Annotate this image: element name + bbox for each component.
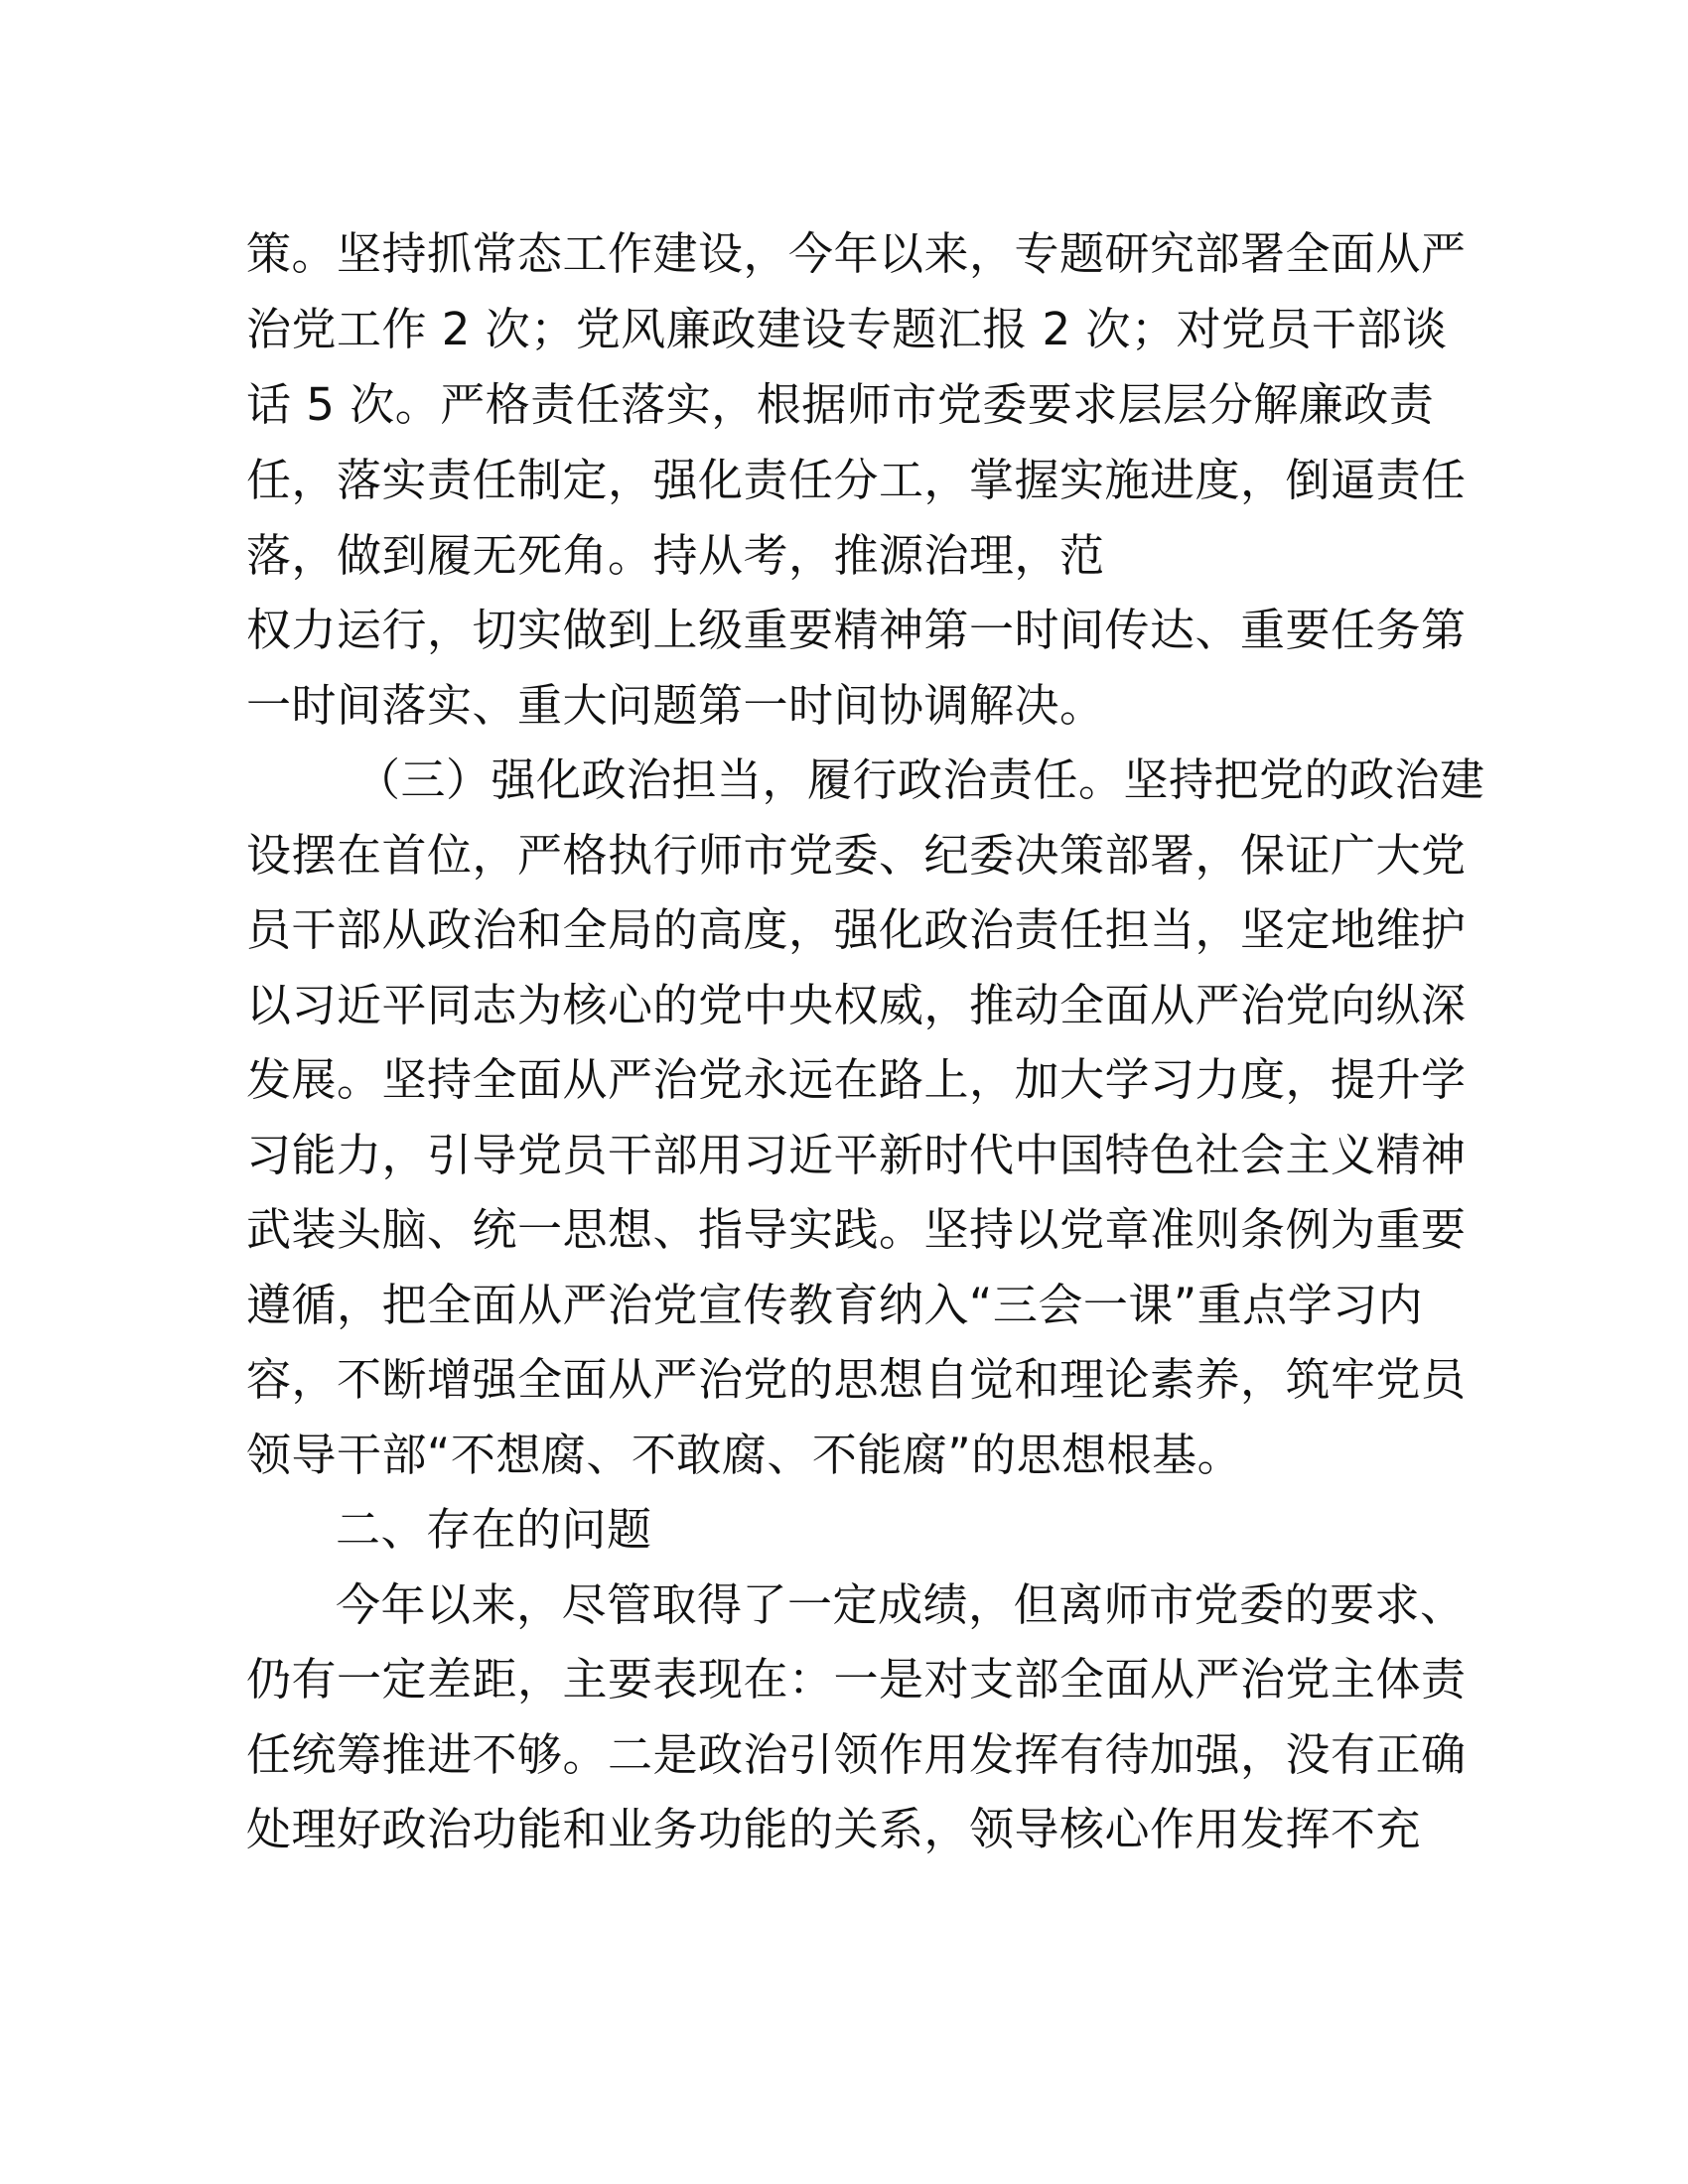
text-line: 容，不断增强全面从严治党的思想自觉和理论素养，筑牢党员	[246, 1353, 1467, 1406]
text-line: 落，做到履无死角。持从考，推源治理，范	[246, 529, 1105, 582]
text-line: 武装头脑、统一思想、指导实践。坚持以党章准则条例为重要	[246, 1203, 1467, 1256]
text-line: 策。坚持抓常态工作建设，今年以来，专题研究部署全面从严	[246, 227, 1467, 280]
text-line: 话 5 次。严格责任落实，根据师市党委要求层层分解廉政责	[246, 378, 1435, 431]
text-line: 处理好政治功能和业务功能的关系，领导核心作用发挥不充	[246, 1803, 1422, 1855]
text-line: 领导干部“不想腐、不敢腐、不能腐”的思想根基。	[246, 1429, 1243, 1481]
text-line: 一时间落实、重大问题第一时间协调解决。	[246, 679, 1105, 732]
text-line: 今年以来，尽管取得了一定成绩，但离师市党委的要求、	[336, 1578, 1466, 1631]
text-line: 任，落实责任制定，强化责任分工，掌握实施进度，倒逼责任	[246, 454, 1467, 506]
text-line: 习能力，引导党员干部用习近平新时代中国特色社会主义精神	[246, 1129, 1467, 1181]
text-line: 遵循，把全面从严治党宣传教育纳入“三会一课”重点学习内	[246, 1279, 1424, 1331]
text-line: 以习近平同志为核心的党中央权威，推动全面从严治党向纵深	[246, 979, 1467, 1031]
text-line: 仍有一定差距，主要表现在：一是对支部全面从严治党主体责	[246, 1653, 1467, 1706]
text-line: 员干部从政治和全局的高度，强化政治责任担当，坚定地维护	[246, 903, 1467, 956]
text-line: 设摆在首位，严格执行师市党委、纪委决策部署，保证广大党	[246, 829, 1467, 882]
text-line: 发展。坚持全面从严治党永远在路上，加大学习力度，提升学	[246, 1053, 1467, 1106]
text-line: 任统筹推进不够。二是政治引领作用发挥有待加强，没有正确	[246, 1728, 1467, 1781]
section-heading-3: （三）强化政治担当，履行政治责任。坚持把党的政治建	[355, 753, 1485, 806]
text-line: 治党工作 2 次；党风廉政建设专题汇报 2 次；对党员干部谈	[246, 303, 1448, 355]
section-heading-problems: 二、存在的问题	[336, 1503, 652, 1556]
text-line: 权力运行，切实做到上级重要精神第一时间传达、重要任务第	[246, 604, 1467, 656]
